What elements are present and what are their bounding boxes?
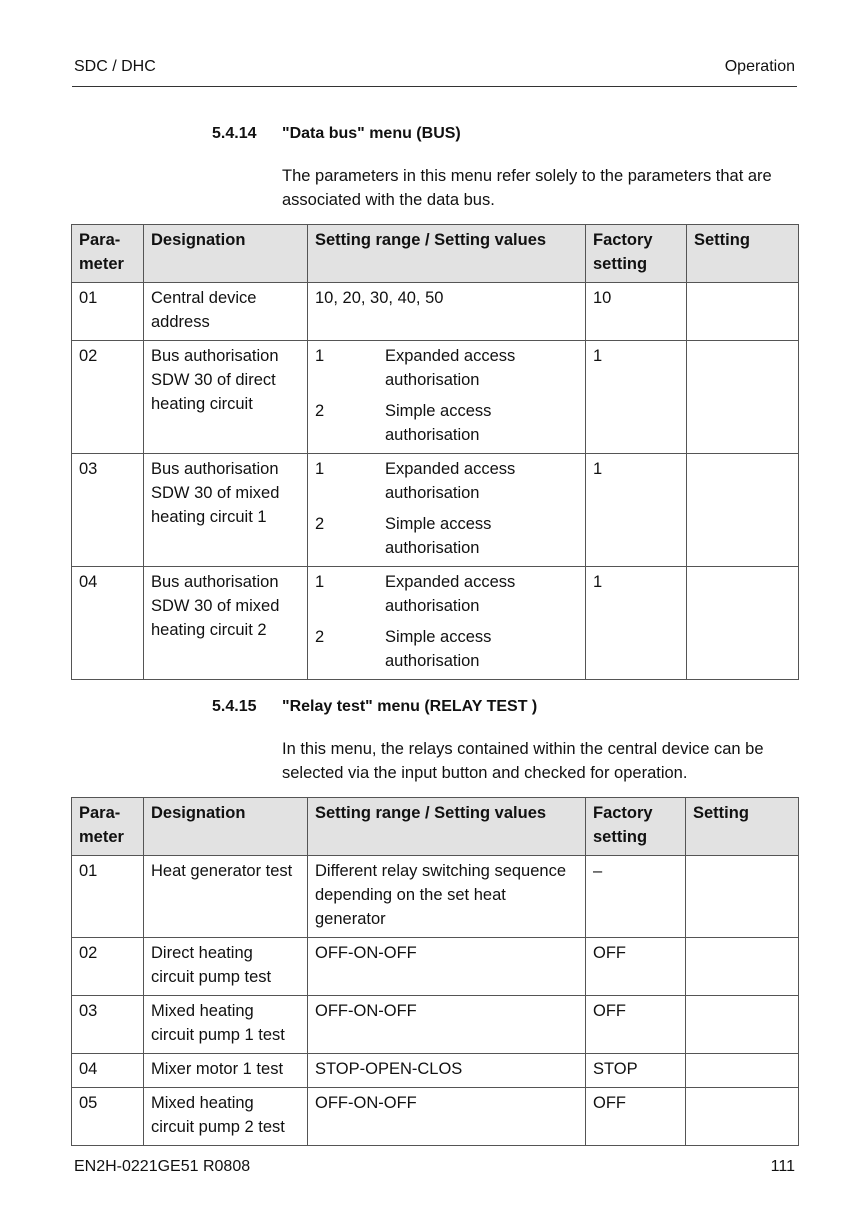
col-header-factory-setting: Factory setting [586, 225, 687, 283]
option-value: Simple access authorisation [385, 628, 492, 670]
factory-cell: 10 [586, 283, 687, 341]
param-cell: 02 [72, 341, 144, 454]
col-header-setting-range: Setting range / Setting values [308, 798, 586, 856]
option-value: Expanded access authorisation [385, 573, 516, 615]
range-cell: 10, 20, 30, 40, 50 [308, 283, 586, 341]
table-row [72, 567, 799, 680]
param-cell: 01 [72, 283, 144, 341]
option-key: 2 [315, 402, 325, 420]
range-cell: OFF-ON-OFF [308, 996, 586, 1054]
section-intro: The parameters in this menu refer solely to the parameters that are associated with the data bus. [282, 167, 772, 209]
col-header-setting-range: Setting range / Setting values [308, 225, 586, 283]
setting-cell[interactable] [687, 567, 799, 680]
table-header-row [72, 225, 799, 283]
factory-cell: OFF [586, 1088, 686, 1146]
designation-cell: Bus authorisation SDW 30 of direct heating circuit [144, 341, 308, 454]
col-header-designation: Designation [144, 225, 308, 283]
designation-cell: Direct heating circuit pump test [144, 938, 308, 996]
option-value: Simple access authorisation [385, 402, 492, 444]
col-header-designation: Designation [144, 798, 308, 856]
setting-cell[interactable] [686, 1054, 799, 1088]
range-cell [308, 454, 586, 567]
option-item [315, 512, 578, 560]
range-cell [308, 567, 586, 680]
header-left: SDC / DHC [74, 58, 156, 75]
param-cell: 04 [72, 567, 144, 680]
option-item [315, 625, 578, 673]
factory-cell: STOP [586, 1054, 686, 1088]
option-key: 1 [315, 347, 325, 365]
col-header-parameter: Para- meter [72, 798, 144, 856]
option-key: 1 [315, 460, 325, 478]
section-number: 5.4.14 [212, 125, 257, 142]
setting-cell[interactable] [686, 938, 799, 996]
table-row [72, 856, 799, 938]
col-header-factory-setting: Factory setting [586, 798, 686, 856]
section-number: 5.4.15 [212, 698, 257, 715]
header-divider [72, 86, 797, 87]
designation-cell: Bus authorisation SDW 30 of mixed heating circuit 2 [144, 567, 308, 680]
param-cell: 03 [72, 454, 144, 567]
option-key: 2 [315, 515, 325, 533]
factory-cell: 1 [586, 341, 687, 454]
range-cell: Different relay switching sequence depending on the set heat generator [308, 856, 586, 938]
section-title: "Data bus" menu (BUS) [282, 125, 461, 142]
col-header-parameter: Para- meter [72, 225, 144, 283]
section-title: "Relay test" menu (RELAY TEST ) [282, 698, 538, 715]
col-header-setting: Setting [686, 798, 799, 856]
designation-cell: Heat generator test [144, 856, 308, 938]
designation-cell: Bus authorisation SDW 30 of mixed heating circuit 1 [144, 454, 308, 567]
option-value: Simple access authorisation [385, 515, 492, 557]
table-row [72, 1054, 799, 1088]
setting-cell[interactable] [686, 1088, 799, 1146]
table-row [72, 1088, 799, 1146]
data-bus-table [71, 224, 799, 680]
table-row [72, 996, 799, 1054]
setting-cell[interactable] [686, 856, 799, 938]
option-value: Expanded access authorisation [385, 347, 516, 389]
range-cell: STOP-OPEN-CLOS [308, 1054, 586, 1088]
factory-cell: 1 [586, 567, 687, 680]
param-cell: 04 [72, 1054, 144, 1088]
setting-cell[interactable] [687, 283, 799, 341]
option-item [315, 399, 578, 447]
factory-cell: 1 [586, 454, 687, 567]
factory-cell: OFF [586, 938, 686, 996]
designation-cell: Mixer motor 1 test [144, 1054, 308, 1088]
param-cell: 05 [72, 1088, 144, 1146]
setting-cell[interactable] [687, 341, 799, 454]
col-header-setting: Setting [687, 225, 799, 283]
page-number: 111 [770, 1158, 795, 1175]
param-cell: 02 [72, 938, 144, 996]
setting-cell[interactable] [687, 454, 799, 567]
designation-cell: Mixed heating circuit pump 1 test [144, 996, 308, 1054]
header-right: Operation [724, 58, 795, 75]
option-value: Expanded access authorisation [385, 460, 516, 502]
option-item [315, 457, 578, 505]
relay-test-table [71, 797, 799, 1146]
table-header-row [72, 798, 799, 856]
option-key: 2 [315, 628, 325, 646]
option-item [315, 344, 578, 392]
designation-cell: Central device address [144, 283, 308, 341]
range-cell [308, 341, 586, 454]
range-cell: OFF-ON-OFF [308, 938, 586, 996]
table-row [72, 454, 799, 567]
table-row [72, 341, 799, 454]
section-intro: In this menu, the relays contained within the central device can be selected via the input button and checked for operation. [282, 740, 764, 782]
param-cell: 01 [72, 856, 144, 938]
factory-cell: OFF [586, 996, 686, 1054]
setting-cell[interactable] [686, 996, 799, 1054]
footer-doc-id: EN2H-0221GE51 R0808 [74, 1158, 251, 1175]
range-cell: OFF-ON-OFF [308, 1088, 586, 1146]
option-key: 1 [315, 573, 325, 591]
param-cell: 03 [72, 996, 144, 1054]
table-row [72, 283, 799, 341]
option-item [315, 570, 578, 618]
table-row [72, 938, 799, 996]
factory-cell: – [586, 856, 686, 938]
designation-cell: Mixed heating circuit pump 2 test [144, 1088, 308, 1146]
